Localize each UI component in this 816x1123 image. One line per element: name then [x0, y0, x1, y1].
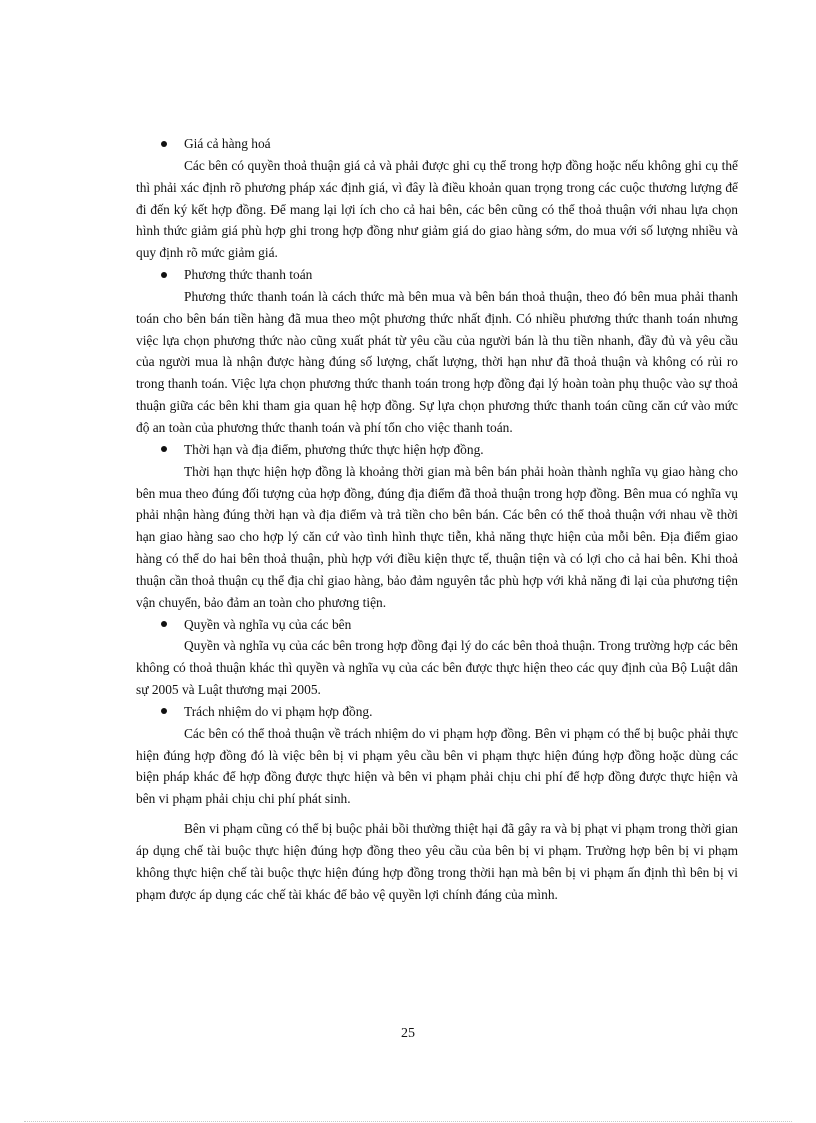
- page-number: 25: [401, 1026, 415, 1041]
- bullet-icon: [161, 446, 167, 452]
- page-bottom-divider: [24, 1121, 792, 1122]
- section-heading: [136, 614, 738, 636]
- bullet-icon: [161, 272, 167, 278]
- body-paragraph: Các bên có quyền thoả thuận giá cả và phải được ghi cụ thể trong hợp đồng hoặc nếu không ghi cụ thể thì phải xác định rõ phương pháp xác định giá, vì đây là điều khoản quan trọng trong các cuộc thương lượng để đi đến ký kết hợp đồng. Để mang lại lợi ích cho cả hai bên, các bên cũng có thể thoả thuận với nhau lựa chọn hình thức giảm giá phù hợp ghi trong hợp đồng như giảm giá do giao hàng sớm, do mua với số lượng nhiều và quy định rõ mức giảm giá.: [136, 157, 738, 261]
- body-paragraph: Phương thức thanh toán là cách thức mà bên mua và bên bán thoả thuận, theo đó bên mua phải thanh toán cho bên bán tiền hàng đã mua theo một phương thức nhất định. Có nhiều phương thức thanh toán nhưng việc lựa chọn phương thức nào cũng xuất phát từ yêu cầu của người bán là thu tiền nhanh, đầy đủ và yêu cầu của người mua là nhận được hàng đúng số lượng, chất lượng, thời hạn như đã thoả thuận và không có rủi ro trong thanh toán. Việc lựa chọn phương thức thanh toán trong hợp đồng đại lý hoàn toàn phụ thuộc vào sự thoả thuận giữa các bên khi tham gia quan hệ hợp đồng. Sự lựa chọn phương thức thanh toán cũng căn cứ vào mức độ an toàn của phương thức thanh toán và phí tổn cho việc thanh toán.: [136, 288, 738, 435]
- bullet-icon: [161, 141, 167, 147]
- section-heading-text: Quyền và nghĩa vụ của các bên: [184, 616, 352, 632]
- section-heading: [136, 439, 738, 461]
- section-heading: [136, 701, 738, 723]
- section-heading-text: Phương thức thanh toán: [184, 267, 313, 283]
- document-body: [136, 133, 738, 906]
- section-heading: [136, 133, 738, 155]
- bullet-icon: [161, 708, 167, 714]
- body-paragraph: Quyền và nghĩa vụ của các bên trong hợp đồng đại lý do các bên thoả thuận. Trong trường hợp các bên không có thoả thuận khác thì quyền và nghĩa vụ của các bên được thực hiện theo các quy định của Bộ Luật dân sự 2005 và Luật thương mại 2005.: [136, 638, 738, 698]
- section-heading-text: Thời hạn và địa điểm, phương thức thực hiện hợp đồng.: [184, 441, 484, 457]
- body-paragraph: Thời hạn thực hiện hợp đồng là khoảng thời gian mà bên bán phải hoàn thành nghĩa vụ giao hàng cho bên mua theo đúng đối tượng của hợp đồng, đúng địa điểm đã thoả thuận trong hợp đồng. Bên mua có nghĩa vụ phải nhận hàng đúng thời hạn và địa điểm và trả tiền cho bên bán. Các bên có thể thoả thuận với nhau về thời hạn giao hàng sao cho hợp lý căn cứ vào tình hình thực tiễn, khả năng thực hiện của mỗi bên. Địa điểm giao hàng có thể do hai bên thoả thuận, phù hợp với điều kiện thực tế, thuận tiện và có lợi cho cả hai bên. Khi thoả thuận cần thoả thuận cụ thể địa chỉ giao hàng, bảo đảm nguyên tắc phù hợp với khả năng đi lại của phương tiện vận chuyển, bảo đảm an toàn cho phương tiện.: [136, 463, 738, 610]
- bullet-icon: [161, 621, 167, 627]
- section-heading-text: Trách nhiệm do vi phạm hợp đồng.: [184, 703, 373, 719]
- section-heading-text: Giá cả hàng hoá: [184, 136, 271, 151]
- section-heading: [136, 264, 738, 286]
- body-paragraph: Bên vi phạm cũng có thể bị buộc phải bồi thường thiệt hại đã gây ra và bị phạt vi phạm trong thời gian áp dụng chế tài buộc thực hiện đúng hợp đồng theo yêu cầu của bên bị vi phạm. Trường hợp bên bị vi phạm không thực hiện chế tài buộc thực hiện đúng hợp đồng trong thờii hạn mà bên bị vi phạm ấn định thì bên bị vi phạm được áp dụng các chế tài khác để bảo vệ quyền lợi chính đáng của mình.: [136, 821, 738, 902]
- body-paragraph: Các bên có thể thoả thuận về trách nhiệm do vi phạm hợp đồng. Bên vi phạm có thể bị buộc phải thực hiện đúng hợp đồng đó là việc bên bị vi phạm yêu cầu bên vi phạm thực hiện đúng hợp đồng hoặc dùng các biện pháp khác để hợp đồng được thực hiện và bên vi phạm phải chịu chi phí để hợp đồng được thực hiện và bên vi phạm phải chịu chi phí phát sinh.: [136, 725, 738, 807]
